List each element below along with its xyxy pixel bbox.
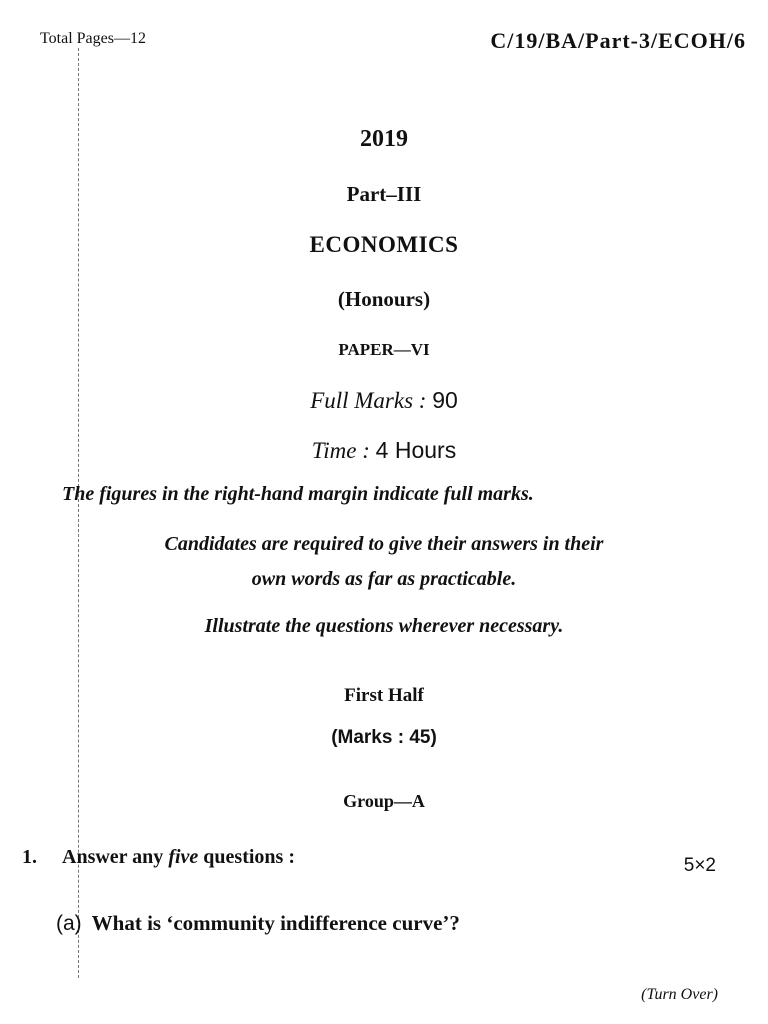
exam-honours: (Honours) (337, 287, 431, 311)
exam-year: 2019 (360, 126, 408, 152)
question-number: 1. (22, 846, 37, 868)
instruction-illustrate: Illustrate the questions wherever necessary. (204, 615, 564, 637)
total-pages: Total Pages—12 (40, 30, 146, 47)
time-allowed (0, 437, 768, 464)
section-marks: (Marks : 45) (331, 727, 437, 748)
section-group: Group—A (343, 791, 425, 811)
full-marks (0, 387, 768, 414)
time-value: 4 Hours (375, 437, 457, 463)
time-label: Time (311, 438, 357, 463)
time-sep: : (356, 438, 376, 463)
question-text-emph: five (168, 846, 199, 868)
question-text-after: questions : (198, 846, 295, 868)
exam-part: Part–III (346, 182, 422, 206)
instruction-own-words-2: own words as far as practicable. (251, 568, 517, 590)
turn-over: (Turn Over) (641, 986, 718, 1003)
question-instruction (62, 846, 295, 869)
exam-subject: ECONOMICS (309, 232, 459, 257)
section-half: First Half (344, 685, 424, 706)
sub-question-label: (a) (56, 912, 82, 935)
question-text-before: Answer any (62, 846, 169, 868)
sub-question-a (56, 911, 460, 936)
instruction-margin: The figures in the right-hand margin indicate full marks. (62, 483, 534, 505)
full-marks-label: Full Marks (310, 388, 414, 413)
question-marks: 5×2 (683, 855, 716, 876)
paper-code: C/19/BA/Part-3/ECOH/6 (490, 28, 746, 53)
full-marks-sep: : (413, 388, 433, 413)
full-marks-value: 90 (432, 387, 458, 413)
exam-paper: PAPER—VI (338, 340, 430, 359)
sub-question-text: What is ‘community indifference curve’? (91, 911, 460, 935)
instruction-own-words-1: Candidates are required to give their answers in their (164, 533, 604, 555)
